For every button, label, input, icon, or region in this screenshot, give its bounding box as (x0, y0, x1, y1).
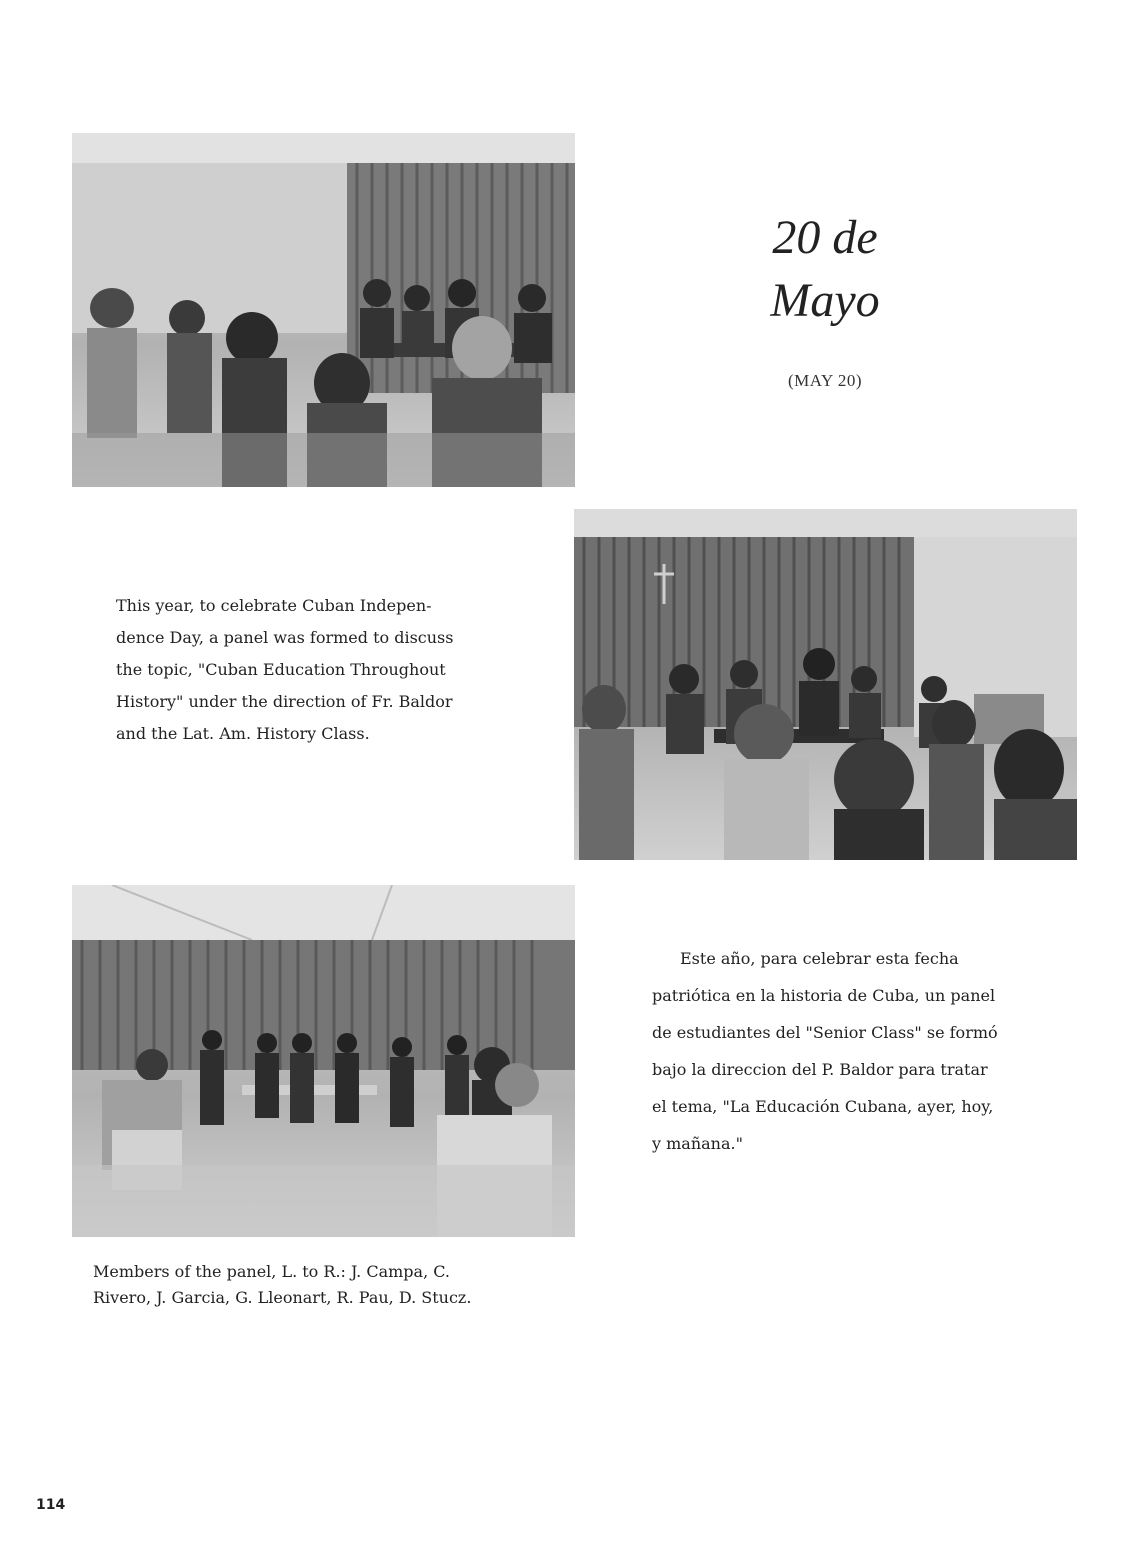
photo-panel-audience-1 (72, 133, 575, 487)
english-line: dence Day, a panel was formed to discuss (116, 628, 454, 647)
photo-panel-audience-2 (574, 509, 1077, 860)
page-number: 114 (36, 1497, 66, 1513)
photo-caption (93, 1259, 553, 1311)
photo-panel-stage (72, 885, 575, 1237)
caption-line: Rivero, J. Garcia, G. Lleonart, R. Pau, D. Stucz. (93, 1288, 472, 1307)
spanish-line: patriótica en la historia de Cuba, un panel (652, 986, 996, 1005)
english-line: the topic, "Cuban Education Throughout (116, 660, 446, 679)
spanish-line: Este año, para celebrar esta fecha (680, 949, 959, 968)
spanish-line: el tema, "La Educación Cubana, ayer, hoy, (652, 1097, 994, 1116)
english-line: This year, to celebrate Cuban Indepen- (116, 596, 432, 615)
english-line: and the Lat. Am. History Class. (116, 724, 370, 743)
spanish-line: bajo la direccion del P. Baldor para tratar (652, 1060, 988, 1079)
caption-line: Members of the panel, L. to R.: J. Campa, C. (93, 1262, 451, 1281)
subtitle: (MAY 20) (787, 371, 863, 390)
english-paragraph (116, 590, 453, 750)
english-line: History" under the direction of Fr. Baldor (116, 692, 453, 711)
spanish-paragraph (652, 940, 998, 1162)
title-line-1: 20 de (772, 211, 878, 264)
spanish-line: de estudiantes del "Senior Class" se formó (652, 1023, 998, 1042)
title-line-2: Mayo (770, 274, 880, 327)
spanish-line: y mañana." (652, 1134, 743, 1153)
